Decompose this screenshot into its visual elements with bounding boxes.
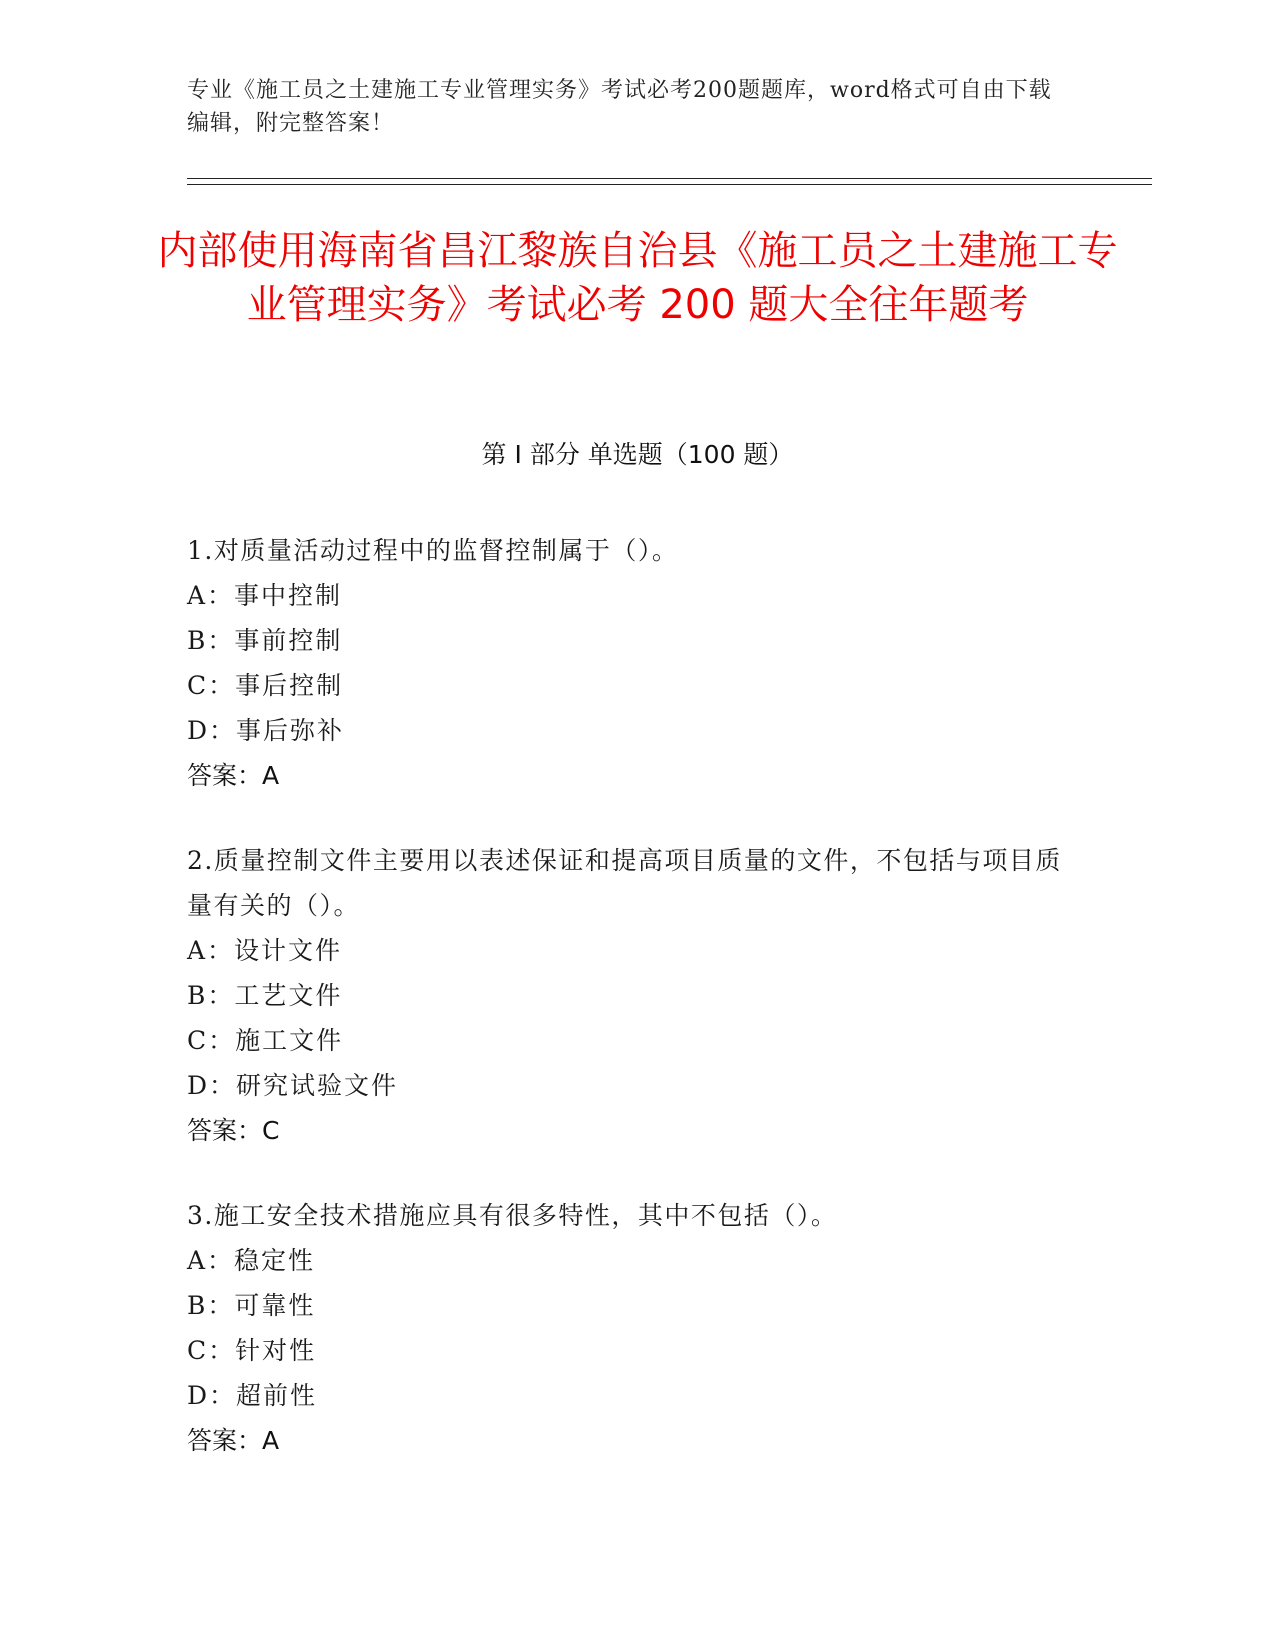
option-a: A：设计文件 — [187, 936, 343, 965]
answer-line — [187, 753, 1067, 798]
answer-label: 答案： — [187, 1426, 263, 1455]
option-b: B：可靠性 — [187, 1291, 316, 1320]
document-title: 内部使用海南省昌江黎族自治县《施工员之土建施工专业管理实务》考试必考 200 题大全往年题考 — [157, 228, 1118, 328]
option-b: B：工艺文件 — [187, 981, 343, 1010]
option-d: D：研究试验文件 — [187, 1071, 399, 1100]
option-a: A：稳定性 — [187, 1246, 316, 1275]
answer-value: A — [262, 761, 280, 790]
answer-label: 答案： — [187, 761, 263, 790]
answer-value: A — [262, 1426, 280, 1455]
header-divider-bottom — [187, 184, 1152, 185]
question-stem: 3.施工安全技术措施应具有很多特性，其中不包括（）。 — [187, 1201, 838, 1230]
option-c: C：施工文件 — [187, 1026, 344, 1055]
question-3 — [187, 1193, 1067, 1463]
question-stem: 1.对质量活动过程中的监督控制属于（）。 — [187, 536, 679, 565]
option-d: D：超前性 — [187, 1381, 318, 1410]
section-title: 第 I 部分 单选题（100 题） — [481, 440, 794, 469]
question-list — [187, 528, 1067, 1503]
question-2 — [187, 838, 1067, 1153]
option-a: A：事中控制 — [187, 581, 343, 610]
answer-label: 答案： — [187, 1116, 263, 1145]
answer-line — [187, 1108, 1067, 1153]
option-d: D：事后弥补 — [187, 716, 345, 745]
question-stem: 2.质量控制文件主要用以表述保证和提高项目质量的文件，不包括与项目质量有关的（）。 — [187, 846, 1062, 920]
answer-line — [187, 1418, 1067, 1463]
answer-value: C — [262, 1116, 280, 1145]
option-c: C：事后控制 — [187, 671, 344, 700]
option-c: C：针对性 — [187, 1336, 317, 1365]
question-1 — [187, 528, 1067, 798]
header-note: 专业《施工员之土建施工专业管理实务》考试必考200题题库，word格式可自由下载编辑，附完整答案！ — [187, 78, 1052, 136]
header-divider-top — [187, 178, 1152, 179]
option-b: B：事前控制 — [187, 626, 343, 655]
